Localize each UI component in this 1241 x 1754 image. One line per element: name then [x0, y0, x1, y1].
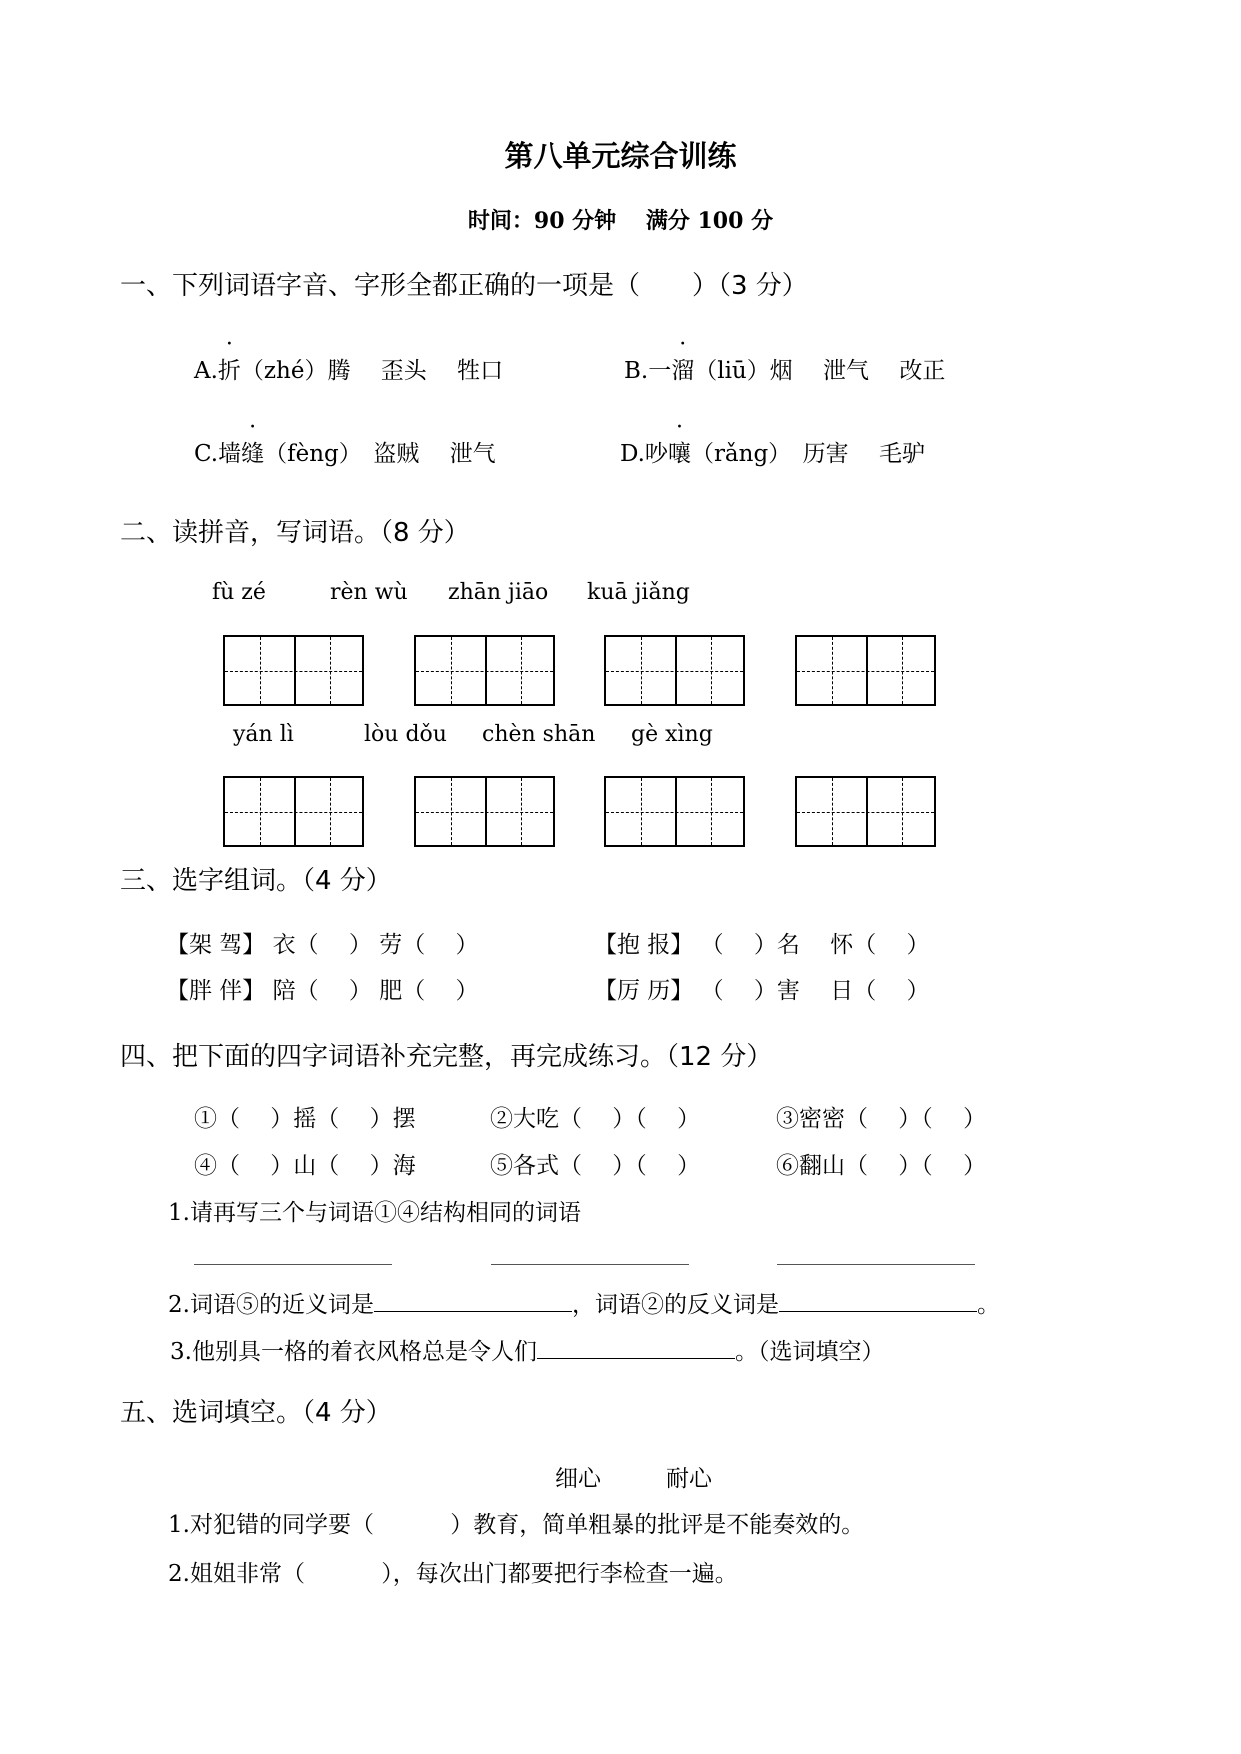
q4-item-5: ⑤各式（ ）（ ）: [490, 1153, 701, 1179]
q1-option-a: A.折（zhé）腾 歪头 牲口: [194, 358, 504, 384]
pinyin-renwu: rèn wù: [330, 580, 408, 605]
q1-heading: 一、下列词语字音、字形全都正确的一项是（ ）（3 分）: [120, 271, 808, 301]
page-subtitle: 时间：90 分钟 满分 100 分: [467, 208, 774, 234]
q4-sub1: 1.请再写三个与词语①④结构相同的词语: [168, 1200, 581, 1226]
q4-sub3: 3.他别具一格的着衣风格总是令人们 。（选词填空）: [170, 1333, 884, 1366]
q5-choice-1: 细心: [555, 1466, 601, 1492]
q5-sub1: 1.对犯错的同学要（ ）教育，简单粗暴的批评是不能奏效的。: [168, 1512, 865, 1538]
q3-row1-right: 【抱 报】 （ ）名 怀（ ）: [594, 932, 930, 958]
writing-grid[interactable]: [414, 776, 555, 847]
pinyin-fuze: fù zé: [212, 580, 266, 605]
pinyin-gexing: gè xìng: [631, 722, 713, 747]
writing-grid[interactable]: [223, 635, 364, 706]
q3-row2-left: 【胖 伴】 陪（ ） 肥（ ）: [166, 978, 479, 1004]
writing-grid[interactable]: [604, 635, 745, 706]
writing-grid[interactable]: [795, 776, 936, 847]
q4-item-6: ⑥翻山（ ）（ ）: [776, 1153, 987, 1179]
pinyin-chenshan: chèn shān: [482, 722, 596, 747]
pinyin-zhanjiao: zhān jiāo: [448, 580, 549, 605]
q1-option-d: D.吵嚷（rǎng） 历害 毛驴: [620, 441, 925, 467]
answer-line[interactable]: [779, 1289, 977, 1312]
writing-grid[interactable]: [604, 776, 745, 847]
writing-grid[interactable]: [223, 776, 364, 847]
page-title: 第八单元综合训练: [504, 139, 737, 173]
q5-heading: 五、选词填空。（4 分）: [120, 1398, 392, 1428]
answer-line[interactable]: [491, 1264, 689, 1265]
answer-line[interactable]: [537, 1336, 735, 1359]
pinyin-loudou: lòu dǒu: [364, 722, 447, 747]
pinyin-kuajiang: kuā jiǎng: [587, 580, 690, 605]
answer-line[interactable]: [194, 1264, 392, 1265]
q3-heading: 三、选字组词。（4 分）: [120, 866, 392, 896]
answer-line[interactable]: [777, 1264, 975, 1265]
q4-item-4: ④（ ）山（ ）海: [194, 1153, 416, 1179]
q5-sub2: 2.姐姐非常（ ），每次出门都要把行李检查一遍。: [168, 1561, 738, 1587]
q1-option-b: B.一溜（liū）烟 泄气 改正: [624, 358, 946, 384]
q5-choice-2: 耐心: [666, 1466, 712, 1492]
q4-item-2: ②大吃（ ）（ ）: [490, 1106, 701, 1132]
q4-item-1: ①（ ）摇（ ）摆: [194, 1106, 416, 1132]
q3-row2-right: 【厉 历】 （ ）害 日（ ）: [594, 978, 930, 1004]
answer-line[interactable]: [374, 1289, 572, 1312]
q4-sub2: 2.词语⑤的近义词是 ，词语②的反义词是 。: [168, 1286, 1000, 1319]
pinyin-yanli: yán lì: [233, 722, 294, 747]
q3-row1-left: 【架 驾】 衣（ ） 劳（ ）: [166, 932, 479, 958]
q4-heading: 四、把下面的四字词语补充完整，再完成练习。（12 分）: [120, 1042, 773, 1072]
writing-grid[interactable]: [414, 635, 555, 706]
q4-item-3: ③密密（ ）（ ）: [776, 1106, 987, 1132]
q1-option-c: C.墙缝（fèng） 盗贼 泄气: [194, 441, 496, 467]
writing-grid[interactable]: [795, 635, 936, 706]
q2-heading: 二、读拼音，写词语。（8 分）: [120, 518, 470, 548]
